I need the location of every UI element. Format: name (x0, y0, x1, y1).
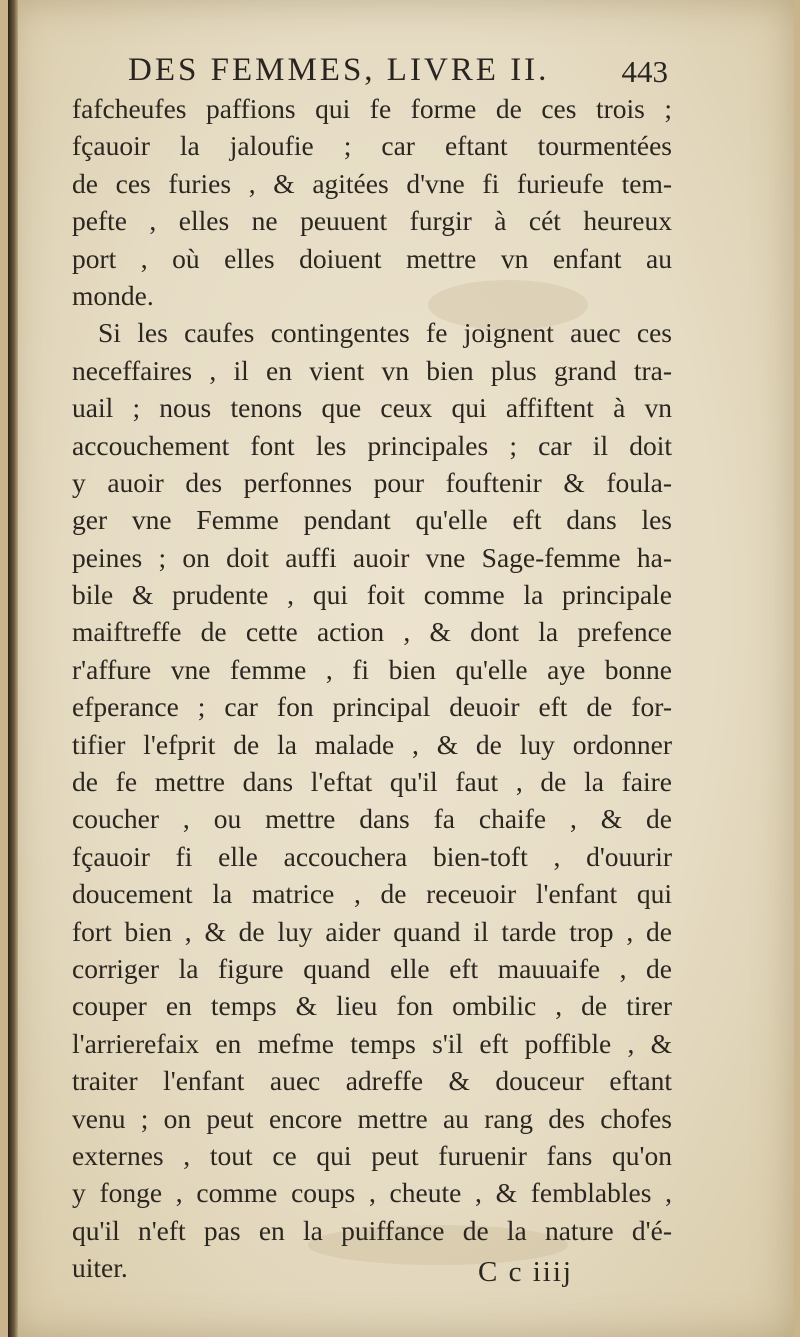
text-line: qu'il n'eft pas en la puiffance de la nature d'é- (72, 1214, 672, 1246)
text-line: uail ; nous tenons que ceux qui affiftent à vn (72, 392, 672, 424)
text-line: de fe mettre dans l'eftat qu'il faut , de la faire (72, 766, 672, 798)
text-line: traiter l'enfant auec adreffe & douceur eftant (72, 1065, 672, 1097)
text-line: uiter. (72, 1252, 128, 1284)
text-line: r'affure vne femme , fi bien qu'elle aye bonne (72, 653, 672, 685)
text-line: efperance ; car fon principal deuoir eft de for- (72, 691, 672, 723)
text-line: fort bien , & de luy aider quand il tarde trop , de (72, 915, 672, 947)
text-line: couper en temps & lieu fon ombilic , de tirer (72, 990, 672, 1022)
text-line: de ces furies , & agitées d'vne fi furieufe tem- (72, 167, 672, 199)
page-gutter (8, 0, 18, 1337)
body-text (72, 90, 672, 1287)
text-line: monde. (72, 279, 154, 311)
text-line: doucement la matrice , de receuoir l'enfant qui (72, 878, 672, 910)
paragraph-start-line: Si les caufes contingentes fe joignent auec ces (98, 317, 672, 349)
text-line: pefte , elles ne peuuent furgir à cét heureux (72, 205, 672, 237)
text-line: maiftreffe de cette action , & dont la prefence (72, 616, 672, 648)
text-line: tifier l'efprit de la malade , & de luy ordonner (72, 728, 672, 760)
text-line: bile & prudente , qui foit comme la principale (72, 579, 672, 611)
running-head: DES FEMMES, LIVRE II. (128, 52, 550, 88)
text-line: fçauoir fi elle accouchera bien-toft , d'ouurir (72, 840, 672, 872)
text-line: port , où elles doiuent mettre vn enfant au (72, 242, 672, 274)
text-line: venu ; on peut encore mettre au rang des chofes (72, 1102, 672, 1134)
text-line: y auoir des perfonnes pour fouftenir & foula- (72, 466, 672, 498)
text-line: ger vne Femme pendant qu'elle eft dans les (72, 504, 672, 536)
text-line: fafcheufes paffions qui fe forme de ces trois ; (72, 93, 672, 124)
signature-mark: C c iiij (478, 1256, 573, 1288)
text-line: externes , tout ce qui peut furuenir fans qu'on (72, 1139, 672, 1171)
text-line: coucher , ou mettre dans fa chaife , & de (72, 803, 672, 835)
text-line: y fonge , comme coups , cheute , & femblables , (72, 1177, 672, 1209)
text-line: peines ; on doit auffi auoir vne Sage-femme ha- (72, 541, 672, 573)
page-number: 443 (621, 54, 668, 89)
text-line: fçauoir la jaloufie ; car eftant tourmentées (72, 130, 672, 162)
text-line: l'arrierefaix en mefme temps s'il eft poffible , & (72, 1027, 672, 1059)
text-line: neceffaires , il en vient vn bien plus grand tra- (72, 354, 672, 386)
text-line: accouchement font les principales ; car il doit (72, 429, 672, 461)
text-line: corriger la figure quand elle eft mauuaife , de (72, 952, 672, 984)
